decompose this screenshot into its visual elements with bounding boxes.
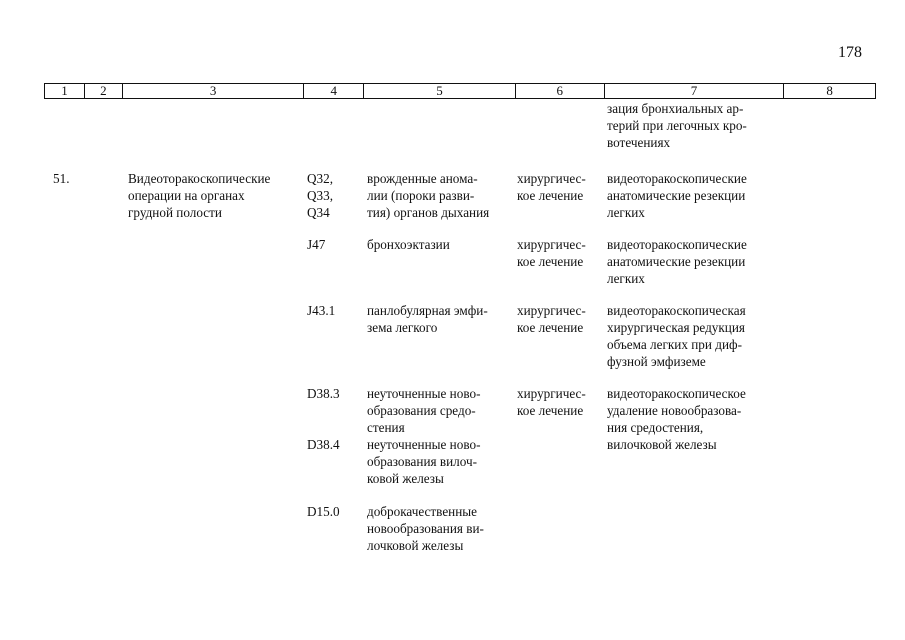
icd-code-cell: J47 — [307, 237, 326, 252]
diagnosis-cell: доброкачественные новообразования ви- лочковой железы — [367, 504, 484, 553]
procedure-name-cell: Видеоторакоскопические операции на органах грудной полости — [128, 171, 271, 220]
icd-code-cell: Q32, Q33, Q34 — [307, 171, 334, 220]
diagnosis-cell: панлобулярная эмфи- зема легкого — [367, 303, 488, 335]
diagnosis-cell: неуточненные ново- образования вилоч- ковой железы — [367, 437, 481, 486]
diagnosis-cell: бронхоэктазии — [367, 237, 450, 252]
diagnosis-cell: неуточненные ново- образования средо- стения — [367, 386, 481, 435]
diagnosis-cell: врожденные анома- лии (пороки разви- тия) органов дыхания — [367, 171, 490, 220]
treatment-type-cell: хирургичес- кое лечение — [517, 171, 586, 203]
column-header-3: 3 — [122, 84, 304, 98]
treatment-type-cell: хирургичес- кое лечение — [517, 237, 586, 269]
column-header-1: 1 — [61, 83, 68, 98]
column-header-6: 6 — [515, 84, 604, 98]
column-header-2: 2 — [84, 84, 122, 98]
page-number: 178 — [838, 44, 862, 61]
icd-code-cell: D15.0 — [307, 504, 340, 519]
treatment-method-cell: видеоторакоскопические анатомические резекции легких — [607, 171, 747, 220]
treatment-method-cell: видеоторакоскопическая хирургическая редукция объема легких при диф- фузной эмфиземе — [607, 303, 746, 369]
column-header-row — [44, 83, 876, 99]
continued-method-cell: зация бронхиальных ар- терий при легочных кро- вотечениях — [607, 101, 747, 150]
column-header-4: 4 — [303, 84, 363, 98]
treatment-type-cell: хирургичес- кое лечение — [517, 386, 586, 418]
treatment-method-cell: видеоторакоскопические анатомические резекции легких — [607, 237, 747, 286]
treatment-type-cell: хирургичес- кое лечение — [517, 303, 586, 335]
column-header-8: 8 — [783, 84, 875, 98]
icd-code-cell: J43.1 — [307, 303, 336, 318]
icd-code-cell: D38.3 — [307, 386, 340, 401]
row-number: 51. — [53, 171, 70, 186]
column-header-5: 5 — [363, 84, 515, 98]
column-header-7: 7 — [604, 84, 784, 98]
treatment-method-cell: видеоторакоскопическое удаление новообразова- ния средостения, вилочковой железы — [607, 386, 746, 452]
icd-code-cell: D38.4 — [307, 437, 340, 452]
